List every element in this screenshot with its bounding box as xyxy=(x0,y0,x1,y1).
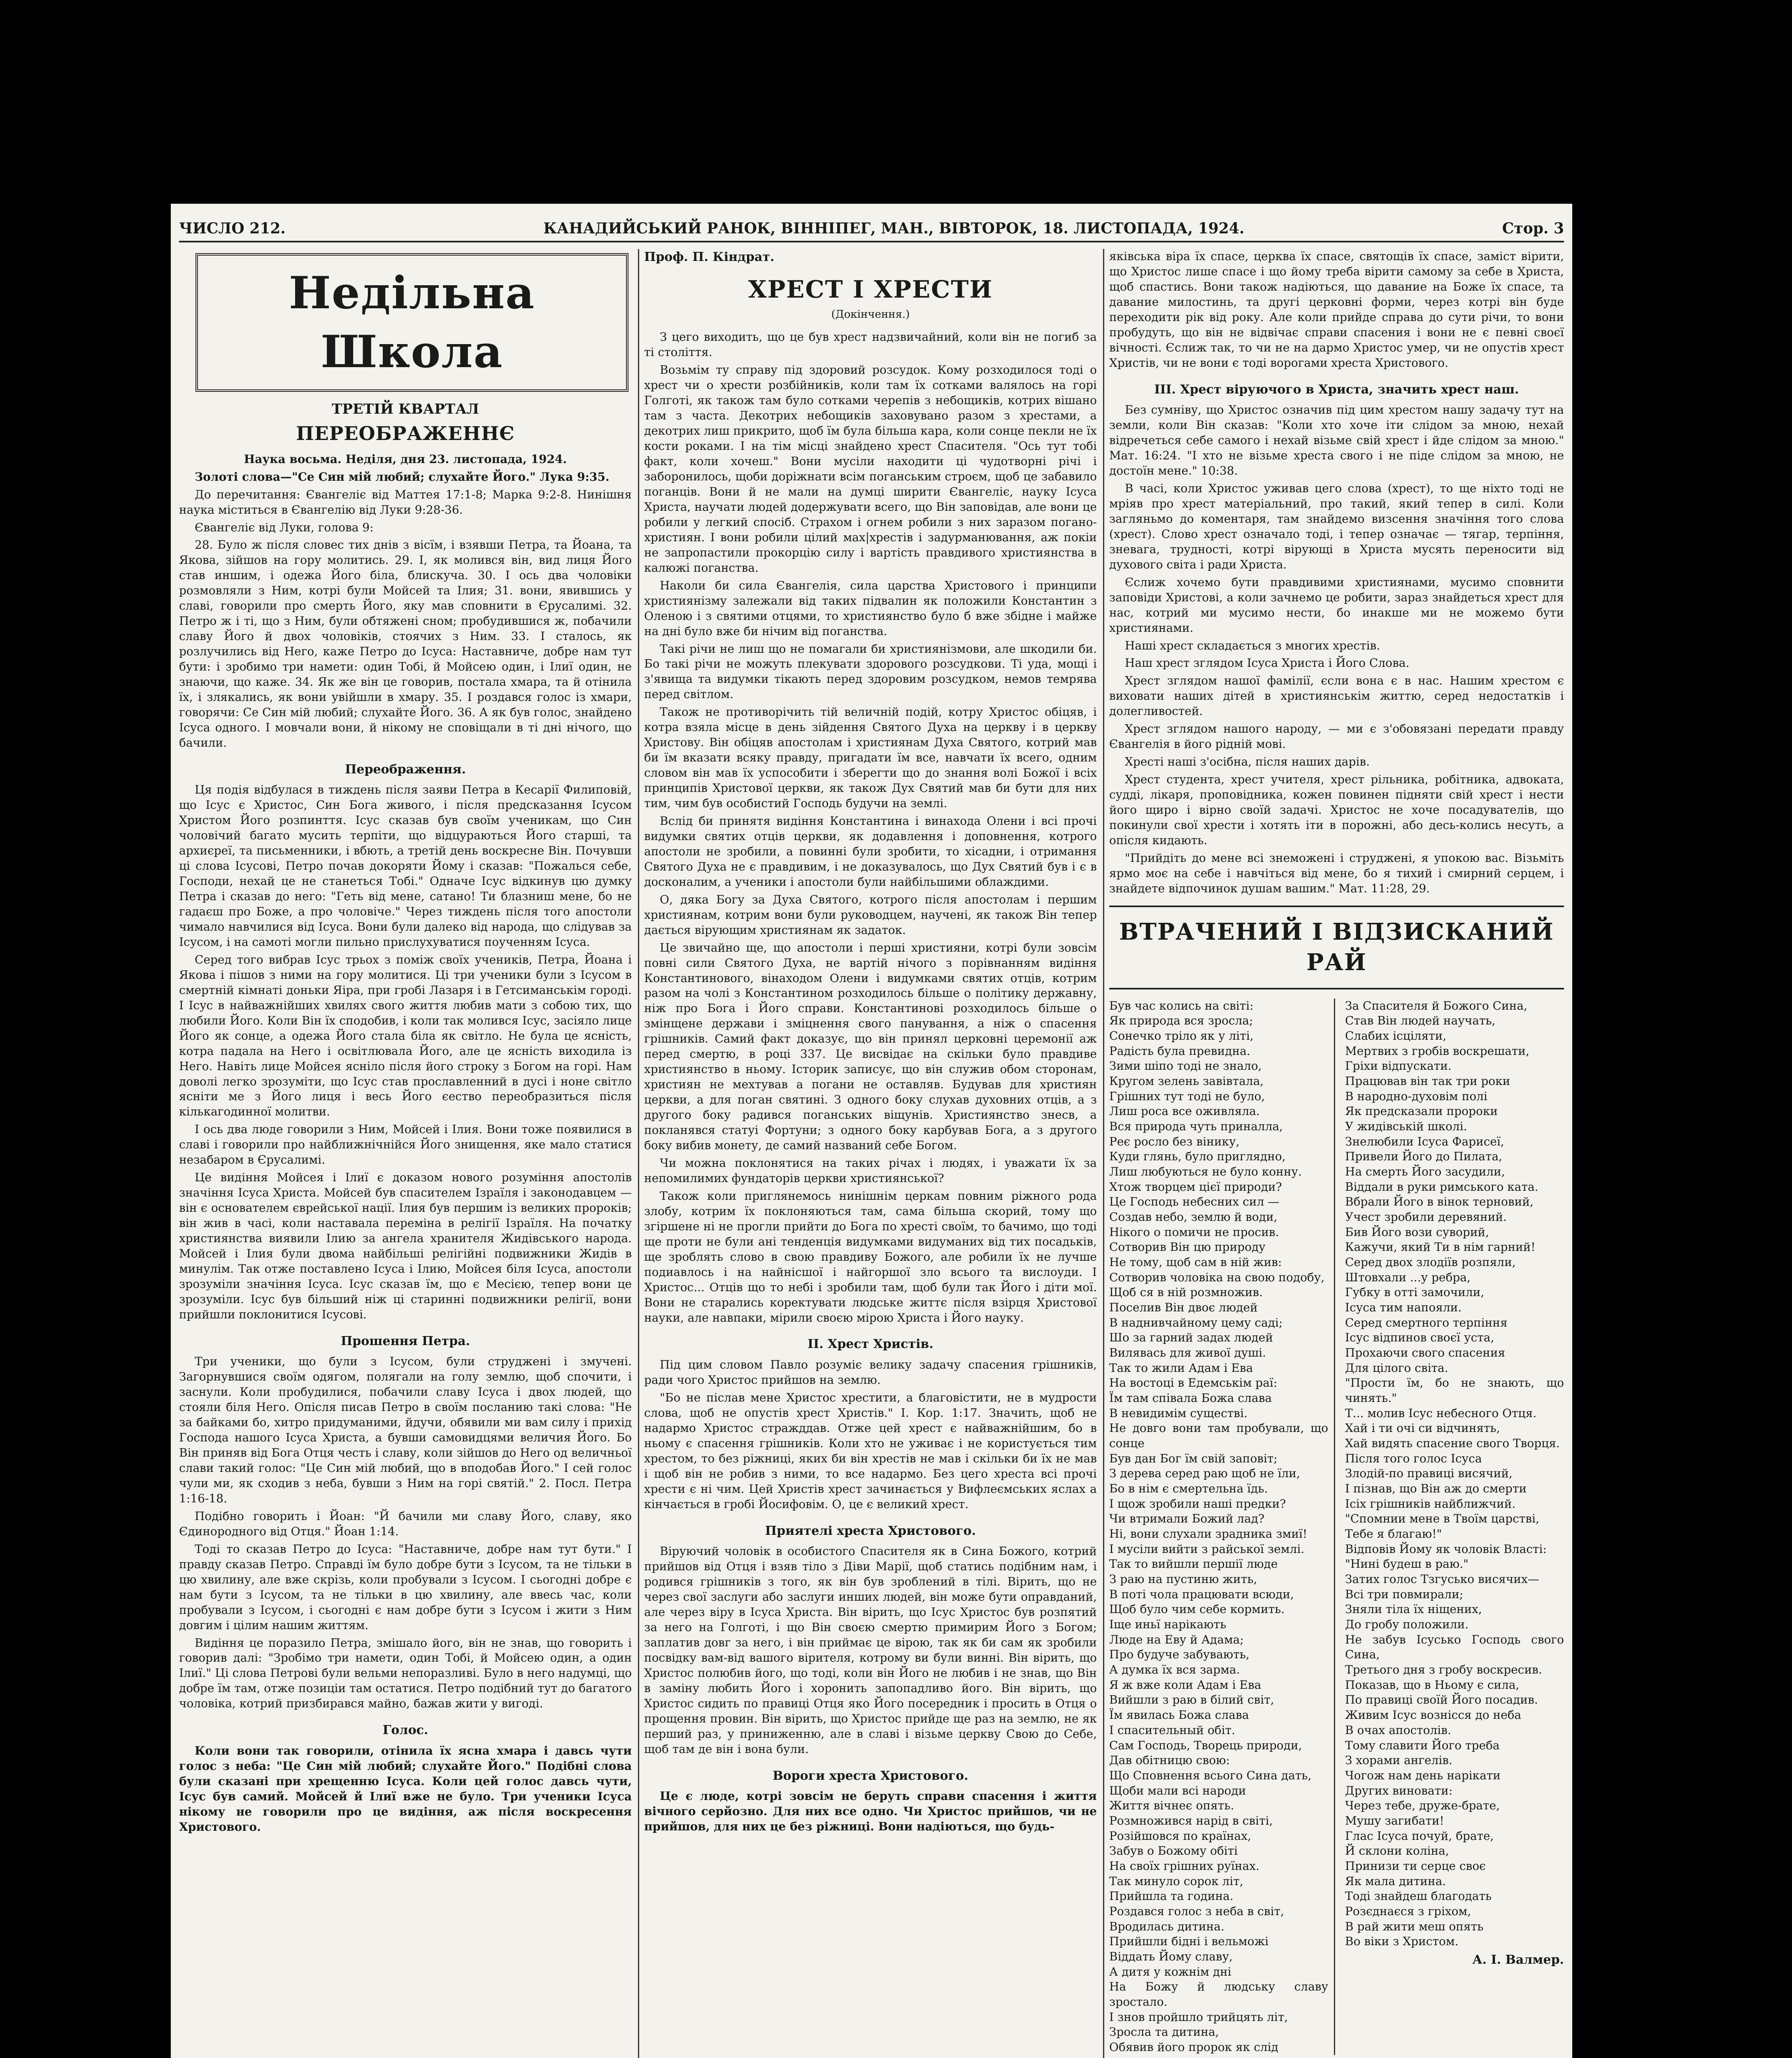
paragraph: Це видіння Мойсея і Ілиї є доказом нового розуміння апостолів значіння Ісуса Христа. Мойсей був спасителем Ізраїля і законодавцем — він є основателем єврейської нації. Ілия був першим із великих пророків; він жив в часі, коли наставала переміна в релігії Ізраїля. На початку християнства виявили Ілию за ангела хранителя Жидівського народа. Мойсей і Ілия були двома найбільші релігійні подвижники Жидів в минулім. Так отже поставлено Ісуса і Ілию, Мойсея біля Ісуса, апостоли зрозуміли значіння Ісуса. Ісус сказав їм, що є Месією, тепер вони це зрозуміли. Ісус був більший ніж ці старинні подвижники релігії, вони прийшли поклонитися Ісусові. xyxy=(179,1171,632,1321)
newspaper-page xyxy=(171,204,1572,2058)
paragraph: Наш хрест зглядом Ісуса Христа і Його Слова. xyxy=(1125,656,1410,670)
paragraph: Хрест студента, хрест учителя, хрест рільника, робітника, адвоката, судді, лікаря, проповідника, кожен повинен підняти свій хрест і нести його щиро і вірно своїй задачі. Христос не хоче посадувателів, що покинули свої хрести і хотять іти в порожні, або десь-колись несуть, а опісля кидають. xyxy=(1109,773,1564,847)
lesson-topic: ПЕРЕОБРАЖЕННЄ xyxy=(296,422,515,445)
paragraph: Хресті наші з'осібна, після наших дарів. xyxy=(1125,755,1370,769)
newspaper-dateline: КАНАДИЙСЬКИЙ РАНОК, ВІННІПЕГ, МАН., ВІВТОРОК, 18. ЛИСТОПАДА, 1924. xyxy=(543,220,1245,237)
paragraph: Хрест зглядом нашого народу, — ми є з'обовязані передати правду Євангелія в його рідній мові. xyxy=(1109,722,1564,751)
paragraph: Єслиж хочемо бути правдивими християнами, мусимо сповнити заповіди Христові, а коли зачнемо це робити, зараз знайдеться хрест для нас, котрий ми мусимо нести, бо инакше ми не можемо бути християнами. xyxy=(1109,575,1564,635)
section-heading: Вороги хреста Христового. xyxy=(773,1768,968,1783)
continued-note: (Докінчення.) xyxy=(831,308,910,321)
paragraph: Хрест зглядом нашої фамілії, єсли вона є в нас. Нашим хрестом є виховати наших дітей в християнськім життю, серед недостатків і долегливостей. xyxy=(1109,674,1564,718)
masthead-title: Недільна Школа xyxy=(289,267,535,378)
poem-signature: А. І. Валмер. xyxy=(1472,1952,1564,1967)
running-header xyxy=(179,216,1564,242)
paragraph: "Прийдіть до мене всі знеможені і струджені, я упокою вас. Візьміть ярмо моє на себе і навчіться від мене, бо я тихий і смирний серцем, і знайдете відпочинок душам вашим." Мат. 11:28, 29. xyxy=(1109,851,1564,895)
lesson-line: Наука восьма. Неділя, дня 23. листопада, 1924. xyxy=(244,452,567,466)
paragraph: Тоді то сказав Петро до Ісуса: "Наставниче, добре нам тут бути." І правду сказав Петро. Справді їм було добре бути з Ісусом, та не тільки в цю хвилину, але вже скрізь, коли пробували з Ісусом. І сьогодні добре є нам бути з Ісусом, та не тільки в цю хвилину, але ввесь час, коли пробували з Ісусом, і сьогодні є нам добре бути з Ісусом і жити з Ним довгим і цілим нашим життям. xyxy=(179,1542,632,1632)
reading-refs: До перечитання: Євангеліє від Маттея 17:1-8; Марка 9:2-8. Нинішня наука міститься в Євангелію від Луки 9:28-36. xyxy=(179,487,632,517)
article-author: Проф. П. Кіндрат. xyxy=(644,250,775,264)
masthead-box xyxy=(195,253,628,392)
section-heading: Голос. xyxy=(382,1723,428,1738)
paragraph: Возьмім ту справу під здоровий розсудок. Кому розходилося тоді о хрест чи о хрести розбійників, коли там їх сотками валялось на горі Голготі, як також там було сотками черепів з небощиків, котрих вішано там з часта. Декотрих небощиків заховувано разом з хрестами, а декотрих лиш прикрито, щоб їм була більша кара, коли сонце пекли не їх кости роками. І на тім місці знайдено хрест Спасителя. "Ось тут тобі факт, коли хочеш." Вони мусіли находити ці чудотворні річі і заборонилось, щоби доріжнати всім поганським строєм, щоб це забавило поганців. Вони й не мали на думці ширити Євангеліє, науку Ісуса Христа, научати людей додержувати всего, що Він заповідав, але вони це робили у легкий спосіб. Страхом і огнем робили з них заразом погано-християн. І вони робили цілий мах|хрестів і задурманювання, аж покіи не запропастили прокорцію силу і вартість правдивого християнства в калюжі поганства. xyxy=(644,363,1097,575)
paragraph: О, дяка Богу за Духа Святого, котрого після апостолам і першим християнам, котрим вони були руководцем, научені, як також Він тепер дається вірующим християнам як задаток. xyxy=(644,892,1097,937)
section-heading: ІІІ. Хрест віруючого в Христа, значить хрест наш. xyxy=(1154,382,1519,397)
issue-number: ЧИСЛО 212. xyxy=(179,220,286,237)
section-heading: Переображення. xyxy=(345,762,466,777)
paragraph: Серед того вибрав Ісус трьох з поміж своїх учеників, Петра, Йоана і Якова і пішов з ними на гору молитися. Ці три ученики були з Ісусом в смертній кімнаті доньки Яіра, при гробі Лазаря і в Гетсиманськім городі. І Ісус в найважнійших хвилях свого життя любив мати з собою тих, що любили Його. Коли Він їх сподобив, і коли так молився Ісус, засіяло лице Його як сонце, а одежа Його стала біла як світло. Не була це ясність, котра падала на Него і освітлювала Його, але це ясність виходила із Него. Навіть лице Мойсея ясніло після його строку з Богом на горі. Нам доволі легко зрозуміти, що Ісус став прославленний в дусі і ноне світло ясніти ме з Його лиця і весь Його єество переобразиться після кількагодинної молитви. xyxy=(179,952,632,1119)
paragraph: З цего виходить, що це був хрест надзвичайний, коли він не погиб за ті століття. xyxy=(644,330,1097,359)
poem-left-column: Був час колись на світі: Як природа вся зросла; Сонечко тріло як у літі, Радість була превидна. Зими шіпо тоді не знало, Кругом зелень завівтала, Грішних тут тоді не було, Лиш роса все оживляла. Вся природа чуть приналла, Реє росло без вінику, Куди глянь, було приглядно, Лиш любуються не було конну. Хтож творцем цієї природи? Це Господь небесних сил — Создав небо, землю й води, Нікого о помичи не просив. Сотворив Він цю природу Не тому, щоб сам в ній жив: Сотворив чоловіка на свою подобу, Щоб ся в ній розмножив. Поселив Він двоє людей В наднивчайному цему саді; Шо за гарний задах людей Вилявась для живої душі. Так то жили Адам і Ева На востоці в Едемськім раї: Їм там співала Божа слава В невидимім существі. Не довго вони там пробували, що сонце Був дан Бог їм свій заповіт; З дерева серед раю щоб не їли, Бо в нім є смертельна їдь. І щож зробили наші предки? Чи втримали Божий лад? Ні, вони слухали зрадника змиї! І мусіли вийти з райської землі. Так то вийшли першії люде З раю на пустиню жить, В поті чола працювати всюди, Щоб було чим себе кормить. Іще иньї нарікають Люде на Еву й Адама; Про будуче забувають, А думка їх вся зарма. Я ж вже коли Адам і Ева Вийшли з раю в білий світ, Їм явилась Божа слава І спасительный обіт. Сам Господь, Творець природи, Дав обітницю свою: Що Сповнення всього Сина дать, Щоби мали всі народи Життя вічнеє опять. Розмножився нарід в світі, Розійшовся по країнах, Забув о Божому обіті На своїх грішних руїнах. Так минуло сорок літ, Прийшла та година. Роздався голос з неба в світ, Вродилась дитина. Прийшли бідні і вельможі Віддать Йому славу, А дитя у кожнім дні На Божу й людську славу зростало. І знов пройшло трийцять літ, Зросла та дитина, Обявив його пророк як слід xyxy=(1109,999,1335,2055)
paragraph: яківська віра їх спасе, церква їх спасе, святощів їх спасе, заміст вірити, що Христос лише спасе і що йому треба вірити самому за себе в Христа, щоб спастись. Вони також надіються, що давание на Боже їх спасе, та давание милостинь, та другі церковні форми, через котрі він буде переходити рік від року. Але коли прийде справа до сути річи, то вони пробудуть, що він не відвічає справи спасения і вони не є певні своєї вічності. Єслиж так, то чи не на дармо Христос умер, чи не опустів хрест Христів, чи не вони є тоді ворогами хреста Христового. xyxy=(1109,249,1564,370)
paragraph: Під цим словом Павло розуміє велику задачу спасения грішників, ради чого Христос прийшов на землю. xyxy=(644,1358,1097,1387)
paragraph: В часі, коли Христос уживав цего слова (хрест), то ще ніхто тоді не мріяв про хрест матеріальний, про такий, який тепер в силі. Коли загляньмо до коментаря, там знайдемо визсення значіння того слова (хрест). Слово хрест означало тоді, і тепер означає — тягар, терпіння, зневага, трудності, котрі вірующі в Христа мусять переносити від духового світа і ради Христа. xyxy=(1109,481,1564,571)
paragraph: Наші хрест складається з многих хрестів. xyxy=(1125,638,1380,652)
gospel-heading: Євангеліє від Луки, голова 9: xyxy=(195,520,374,534)
paragraph: "Бо не післав мене Христос хрестити, а благовістити, не в мудрости слова, щоб не опустів хрест Христів." І. Кор. 1:17. Значить, щоб не надармо Христос стражддав. Отже цей хрест є найважнійшим, бо в ньому є спасення грішників. Коли хто не уживає і не користується тим хрестом, то без ріжниці, яких би він хрестів не мав і скільки би їх не мав і щоб він не робив з ними, то все надармо. Без цего хреста всі прочі хрести є ні чим. Цей Христів хрест зачинається у Вифлеємських яслах а кінчається в гробі Йосифовім. О, це є великий хрест. xyxy=(644,1390,1097,1511)
paragraph: Такі річи не лиш що не помагали би християнізмови, але шкодили би. Бо такі річи не можуть плекувати здорового розсудкови. Ті уда, мощі і з'явища та видумки тікають перед здоровим розсудком, немов темрява перед світлом. xyxy=(644,642,1097,701)
paragraph: Подібно говорить і Йоан: "Й бачили ми славу Його, славу, яко Єдинородного від Отця." Йоан 1:14. xyxy=(179,1509,632,1538)
gospel-text: 28. Було ж після словес тих днів з вісїм, і взявши Петра, та Йоана, та Якова, зійшов на гору молитись. 29. І, як молився він, вид лиця Його став иншим, і одежа Його біла, блискуча. 30. І ось два чоловіки розмовляли з Ним, котрі були Мойсей та Ілия; 31. вони, явившись у славі, говорили про смерть Його, яку мав сповнити в Єрусалимі. 32. Петро ж і ті, що з Ним, були обтяжені сном; пробудившися ж, побачили славу Його й двох чоловіків, стоячих з Ним. 33. І сталось, як розлучились від Него, каже Петро до Ісуса: Наставниче, добре нам тут бути: і зробимо три намети: один Тобі, й Мойсею один, і Ілиї один, не знаючи, що каже. 34. Як же він це говорив, постала хмара, та й отінила їх, і злякались, як вони увійшли в хмару. 35. І роздався голос із хмари, говорячи: Се Син мій любий; слухайте Його. 36. А як був голос, знайдено Ісуса одного. І мовчали вони, й нікому не сповіщали в ті дні нічого, що бачили. xyxy=(179,538,632,750)
paragraph: Ця подія відбулася в тиждень після заяви Петра в Кесарії Филиповій, що Ісус є Христос, Син Бога живого, і після предсказання Ісусом Христом Його розпинття. Ісус сказав був своїм ученикам, що Син чоловічий багато мусить терпіти, що відцураються Його старші, та архиєреї, та письменники, і вбють, а третій день воскресне Він. Почувши ці слова Ісусові, Петро почав докоряти Йому і сказав: "Пожалься себе, Господи, нехай це не станеться Тобі." Одначе Ісус відкинув цю думку Петра і сказав до него: "Геть від мене, сатано! Ти блазниш мене, бо не гадаєш про Боже, а про чоловіче." Через тиждень після того апостоли чимало навчилися від Ісуса. Вони були далеко від народа, що слідував за Ісусом, і на самоті могли пильно прислухуватися поученням Ісуса. xyxy=(179,783,632,949)
paragraph: Це є люде, котрі зовсім не беруть справи спасення і життя вічного серйозно. Для них все одно. Чи Христос прийшов, чи не прийшов, для них це без ріжниці. Вони надіються, що будь- xyxy=(644,1789,1097,1834)
golden-words: Золоті слова—"Се Син мій любий; слухайте Його." Лука 9:35. xyxy=(195,470,610,484)
paragraph: Три ученики, що були з Ісусом, були струджені і змучені. Загорнувшися своїм одягом, полягали на голу землю, щоб спочити, і заснули. Коли пробудилися, побачили славу Ісуса і двох людей, що стояли біля Него. Опісля писав Петро в своїм посланию такі слова: "Не за байками бо, хитро придуманими, йдучи, обявили ми вам силу і прихід Господа нашого Ісуса Христа, а бувши самовидцями величия Його. Бо Він приняв від Бога Отця честь і славу, коли зійшов до Него од величньої слави такий голос: "Це Син мій любий, що в вподобав Його." І сей голос чули ми, як сходив з неба, бувши з Ним на горі святій." 2. Посл. Петра 1:16-18. xyxy=(179,1355,632,1505)
column-cross-article xyxy=(644,249,1097,2058)
section-heading: Прошення Петра. xyxy=(340,1334,470,1348)
paragraph: Вслід би принятя видіння Константина і винахода Олени і всі прочі видумки святих отців церкви, як додавлення і доповнення, котрого апостоли не зробили, а повинні були зробити, то хісадни, і отримання Святого Духа не є правдивим, і не доказувалось, що Дух Святий був і є в досконалим, а ученики і апостоли були найбільшими облаждими. xyxy=(644,814,1097,889)
paragraph: Видіння це поразило Петра, змішало його, він не знав, що говорить і говорив далі: "Зробімо три намети, один Тобі, й Мойсею один, а один Ілиї." Ці слова Петрові були вельми непоразливі. Було в него надумці, що добре їм там, отже позиціи там остатися. Петро подібний тут до багатого чоловіка, котрий призбирався майно, бажав жити у вигоді. xyxy=(179,1636,632,1711)
section-heading: ІІ. Хрест Христів. xyxy=(808,1337,933,1352)
paragraph: Це звичайно ще, що апостоли і перші християни, котрі були зовсім повні сили Святого Духа, не вартій нічого з порівнанням видіння Константинового, вінаходом Олени і видумками святих отців, котрим разом на чолі з Константином розходилось більше о політику державну, ніж про Бога і Його справи. Константинові розходилось більше о змінщене держави і зміцнення свого панування, а ніж о спасення грішників. Самий факт доказує, що він принял церковні церемонії аж перед смертю, в році 337. Це висвідає на скільки було правдиве християнство в ньому. Історик записує, що він служив обом сторонам, християн не мехтував а погани не оставляв. Будував для християн церкви, а для поган святині. З одного боку слухав духовних отців, а з другого боку радився поганських віщунів. Християнство знесв, а покланявся статуі Фортуни; з одного боку карбував Бога, а з другого боку вибив монету, де самий названий себе Богом. xyxy=(644,941,1097,1152)
paragraph: Також не противорічить тій величній подій, котру Христос обіцяв, і котра взяла місце в день зійдення Святого Духа на церкву і в церкву Христову. Він обіцяв апостолам і християнам Духа Святого, котрий мав би їм вказати всяку правду, пригадати їм все, навчати їх всего, одним словом він мав їх успособити і зберегти що до знання волі Божої і всіх принципів Христової церкви, як також Дух Святий мав би бути для них тим, чим був особистий Господь будучи на землі. xyxy=(644,705,1097,810)
column-divider xyxy=(1103,249,1104,2058)
paragraph: І ось два люде говорили з Ним, Мойсей і Ілия. Вони тоже появилися в славі і говорили про найближнічнійся Його знищення, яке мало статися незабаром в Єрусалимі. xyxy=(179,1122,632,1167)
paragraph: Віруючий чоловік в особистого Спасителя як в Сина Божого, котрий прийшов від Отця і взяв тіло з Діви Марії, щоб статись подібним нам, і родився грішників з того, як він був зроблений в тілі. Вірить, що не через свої заслуги або заслуги инших людей, він може бути оправданий, але через віру в Ісуса Христа. Він вірить, що Ісус Христос був розпятий за него на Голготі, і що Він своєю смертю примирим Його з Богом; заплатив довг за него, і він приймає це вірою, так як би сам як зробили посвідку вам-від вашого вірителя, котрому ви були винні. Він вірить, що Христос полюбив його, що тоді, коли він Його не любив і не знав, що Він в заміну любить Його і хоронить запопадливо його. Він вірить, що Христос сидить по правиці Отця яко Його посередник і просить в Отця о прощення провин. Він вірить, що Христос прийде ще раз на землю, не як перший раз, у приниженню, але в славі і візьме церкву Свою до Себе, щоб там де він і вона були. xyxy=(644,1544,1097,1756)
poem-right-wrapper xyxy=(1345,999,1564,2055)
paragraph: Також коли приглянемось нинішнім церкам повним ріжного рода злобу, котрим їх поклоняються там, сама більша скорий, тому що згіршене ні не прогли прийти до Бога по хресті своїм, то бачимо, що тоді ще проти не були ані тенденція видумками видуманих від тих посадьків, ще зроблять слово в свою правдиву Божого, але робили їх не лучше подиавлось і на найнісшої і найгоршої зло всього та вислоуди. І Христос... Отців що то небі і зробили там, щоб були так Його і діти мої. Вони не старались коректувати людське життє після взірця Христової науки, але навпаки, мірили своєю мірою Христа і Його науку. xyxy=(644,1189,1097,1325)
paragraph: Наколи би сила Євангелія, сила царства Христового і принципи християнізму залежали від таких підвалин як положили Константин з Оленою і з святими отцями, то християнство було б вже збідне і майже на дні було вже би нічим від поганства. xyxy=(644,578,1097,638)
paragraph: Без сумніву, що Христос означив під цим хрестом нашу задачу тут на земли, коли Він сказав: "Коли хто хоче іти слідом за мною, нехай відречеться себе самого і нехай візьме свій хрест і йде слідом за мною." Мат. 16:24. "І хто не візьме хреста свого і не піде слідом за мною, не достоїн мене." 10:38. xyxy=(1109,403,1564,478)
section-heading: Приятелі хреста Христового. xyxy=(765,1523,976,1538)
column-sunday-school xyxy=(179,249,632,2058)
poem-title: ВТРАЧЕНИЙ І ВІДЗИСКАНИЙ РАЙ xyxy=(1109,906,1564,989)
column-divider xyxy=(638,249,639,2058)
paragraph: Коли вони так говорили, отінила їх ясна хмара і давсь чути голос з неба: "Це Син мій любий; слухайте Його." Подібні слова були сказані при хрещенню Ісуса. Коли цей голос давсь чути, Ісус був самий. Мойсей й Ілиї вже не було. Три ученики Ісуса нікому не говорили про це видіння, аж після воскресення Христового. xyxy=(179,1744,632,1834)
article-title: ХРЕСТ І ХРЕСТИ xyxy=(748,275,993,303)
quarter-label: ТРЕТІЙ КВАРТАЛ xyxy=(332,401,479,418)
paragraph: Чи можна поклонятися на таких річах і людях, і уважати їх за непомилимих фундаторів церкви християнської? xyxy=(644,1156,1097,1185)
page-number: Стор. 3 xyxy=(1502,220,1564,237)
column-cross-continued xyxy=(1109,249,1564,2058)
poem-right-column: За Спасителя й Божого Сина, Став Він людей научать, Слабих ісціляти, Мертвих з гробів воскрешати, Гріхи відпускати. Працював він так три роки В народно-духовім полі Як предсказали пророки У жидівській школі. Знелюбили Ісуса Фарисеї, Привели Його до Пилата, На смерть Його засудили, Віддали в руки римського ката. Вбрали Його в вінок терновий, Учест зробили деревяний. Бив Його вози суворий, Кажучи, який Ти в нім гарний! Серед двох злодіїв розпяли, Штовхали ...у ребра, Губку в отті замочили, Ісуса тим напояли. Серед смертного терпіння Ісус відпинов своєї уста, Прохаючи свого спасения Для цілого світа. "Прости їм, бо не знають, що чинять." Т... молив Ісус небесного Отця. Хай і ти очі си відчинять, Хай видять спасение свого Творця. Після того голос Ісуса Злодій-по правиці висячий, І пізнав, що Він аж до смерти Ісіх грішників найближчий. "Спомнии мене в Твоїм царстві, Тебе я благаю!" Відповів Йому як чоловік Власті: "Нині будеш в раю." Затих голос Тзгусько висячих— Всі три повмирали; Зняли тіла їх ніщених, До гробу положили. Не забув Ісусько Господь свого Сина, Третього дня з гробу воскресив. Показав, що в Ньому є сила, По правиці своїй Його посадив. Живим Ісус вознісся до неба В очах апостолів. Тому славити Його треба З хорами ангелів. Чогож нам день нарікати Других виновати: Через тебе, друже-брате, Мушу загибати! Глас Ісуса почуй, брате, Й склони коліна, Принизи ти серце своє Як мала дитина. Тоді знайдеш благодать Розєднаєся з гріхом, В рай жити меш опять Во віки з Христом. xyxy=(1345,999,1564,1949)
poem-body xyxy=(1109,999,1564,2055)
